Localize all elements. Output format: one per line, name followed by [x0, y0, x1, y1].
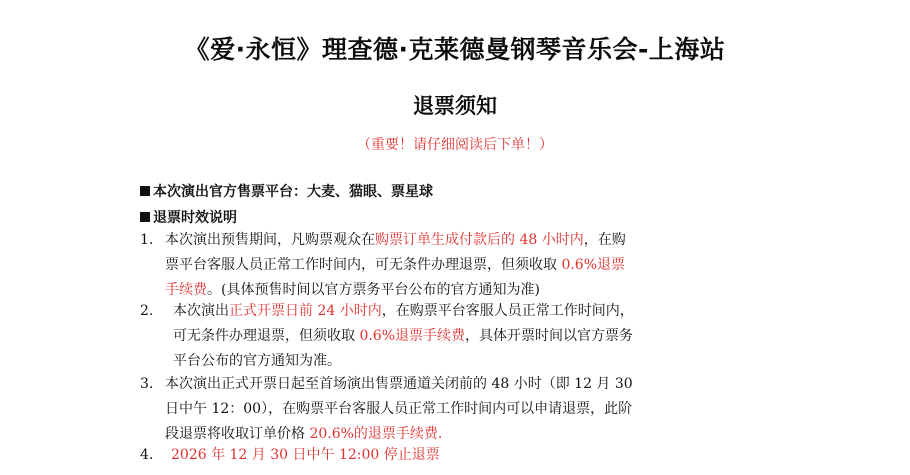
list-item-text: 段退票将收取订单价格 — [165, 426, 310, 442]
list-item-body — [165, 228, 700, 303]
important-notice: （重要！请仔细阅读后下单！） — [357, 137, 553, 153]
list-item-text: 日中午 12：00），在购票平台客服人员正常工作时间内可以申请退票，此阶 — [165, 401, 633, 417]
page-subtitle: 退票须知 — [413, 94, 497, 118]
list-item-text: ，具体开票时间以官方票务 — [465, 328, 634, 344]
list-item-text: 本次演出 — [173, 303, 229, 319]
list-item-text: ，在购票平台客服人员正常工作时间内， — [381, 303, 634, 319]
list-item-body — [171, 443, 700, 468]
list-item-body — [173, 299, 700, 374]
section-heading-refund-timing — [140, 207, 237, 227]
section-heading-platforms-text: 本次演出官方售票平台：大麦、猫眼、票星球 — [153, 184, 433, 200]
list-item-number: 3. — [140, 376, 154, 392]
list-item-text: 平台公布的官方通知为准。 — [173, 353, 341, 369]
list-item-text: ，在购 — [583, 232, 626, 248]
page-title: 《爱·永恒》理查德·克莱德曼钢琴音乐会-上海站 — [184, 35, 726, 64]
highlight-text: 正式开票日前 24 小时内 — [229, 303, 382, 319]
list-item-number: 2. — [140, 303, 154, 319]
section-heading-refund-timing-text: 退票时效说明 — [153, 210, 237, 226]
list-item-text: 。(具体预售时间以官方票务平台公布的官方通知为准) — [207, 282, 540, 298]
section-heading-platforms — [140, 181, 433, 201]
black-square-icon — [140, 186, 150, 196]
highlight-text: 0.6%退票 — [561, 257, 626, 273]
list-item-number: 1. — [140, 232, 154, 248]
black-square-icon — [140, 212, 150, 222]
list-item — [140, 443, 700, 468]
list-item-text: 可无条件办理退票，但须收取 — [173, 328, 360, 344]
list-item-text: 本次演出预售期间，凡购票观众在 — [165, 232, 375, 248]
list-item — [140, 372, 700, 447]
list-item-text: 本次演出正式开票日起至首场演出售票通道关闭前的 48 小时（即 12 月 30 — [165, 376, 633, 392]
list-item-text: 票平台客服人员正常工作时间内，可无条件办理退票，但须收取 — [165, 257, 562, 273]
highlight-text: 购票订单生成付款后的 48 小时内 — [375, 232, 584, 248]
list-item-number: 4. — [140, 447, 154, 463]
highlight-text: 手续费 — [165, 282, 207, 298]
highlight-text: 20.6%的退票手续费. — [309, 426, 443, 442]
highlight-text: 2026 年 12 月 30 日中午 12:00 停止退票 — [171, 447, 440, 463]
list-item — [140, 299, 700, 374]
list-item-body — [165, 372, 700, 447]
list-item — [140, 228, 700, 303]
highlight-text: 0.6%退票手续费 — [359, 328, 466, 344]
